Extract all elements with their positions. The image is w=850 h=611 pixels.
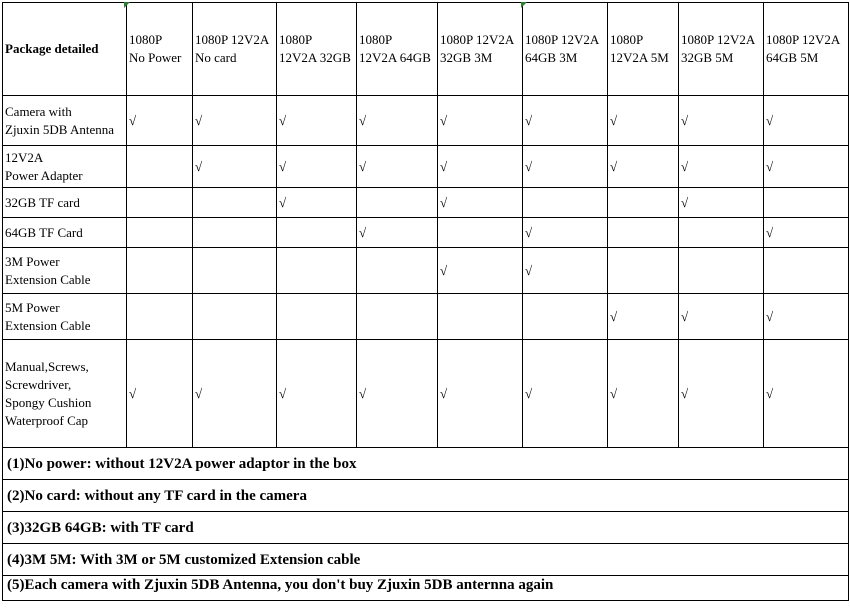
empty-cell	[357, 188, 438, 218]
empty-cell	[679, 218, 764, 248]
table-row	[3, 218, 849, 248]
header-col-9: 1080P 12V2A 64GB 5M	[764, 3, 849, 96]
check-mark-cell: √	[764, 146, 849, 188]
table-row	[3, 188, 849, 218]
row-label: 64GB TF Card	[3, 218, 127, 248]
note-text: (4)3M 5M: With 3M or 5M customized Extension cable	[3, 544, 849, 576]
empty-cell	[277, 248, 357, 294]
row-label: 5M Power Extension Cable	[3, 294, 127, 340]
empty-cell	[127, 146, 193, 188]
empty-cell	[608, 248, 679, 294]
empty-cell	[193, 294, 277, 340]
check-mark-cell: √	[523, 340, 608, 448]
table-row	[3, 248, 849, 294]
header-col-6: 1080P 12V2A 64GB 3M	[523, 3, 608, 96]
empty-cell	[438, 218, 523, 248]
corner-marker-icon	[124, 2, 130, 8]
check-mark-cell: √	[438, 340, 523, 448]
check-mark-cell: √	[277, 340, 357, 448]
empty-cell	[357, 294, 438, 340]
package-table	[2, 2, 849, 601]
check-mark-cell: √	[523, 96, 608, 146]
header-col-4: 1080P 12V2A 64GB	[357, 3, 438, 96]
check-mark-cell: √	[608, 294, 679, 340]
note-row	[3, 448, 849, 480]
table-row	[3, 294, 849, 340]
note-text: (3)32GB 64GB: with TF card	[3, 512, 849, 544]
table-row	[3, 340, 849, 448]
check-mark-cell: √	[438, 188, 523, 218]
check-mark-cell: √	[764, 340, 849, 448]
note-row	[3, 512, 849, 544]
empty-cell	[127, 294, 193, 340]
check-mark-cell: √	[193, 146, 277, 188]
check-mark-cell: √	[357, 146, 438, 188]
empty-cell	[764, 248, 849, 294]
package-table-body	[3, 3, 849, 601]
header-col-7: 1080P 12V2A 5M	[608, 3, 679, 96]
row-label: 32GB TF card	[3, 188, 127, 218]
check-mark-cell: √	[608, 340, 679, 448]
check-mark-cell: √	[523, 248, 608, 294]
note-text: (1)No power: without 12V2A power adaptor in the box	[3, 448, 849, 480]
empty-cell	[193, 188, 277, 218]
check-mark-cell: √	[438, 146, 523, 188]
empty-cell	[127, 248, 193, 294]
check-mark-cell: √	[127, 96, 193, 146]
check-mark-cell: √	[193, 340, 277, 448]
header-col-1: 1080P No Power	[127, 3, 193, 96]
table-row	[3, 146, 849, 188]
empty-cell	[608, 188, 679, 218]
header-row	[3, 3, 849, 96]
empty-cell	[357, 248, 438, 294]
note-row	[3, 576, 849, 601]
empty-cell	[277, 218, 357, 248]
check-mark-cell: √	[679, 146, 764, 188]
empty-cell	[764, 188, 849, 218]
row-label: Manual,Screws, Screwdriver, Spongy Cushion Waterproof Cap	[3, 340, 127, 448]
table-row	[3, 96, 849, 146]
empty-cell	[523, 294, 608, 340]
check-mark-cell: √	[764, 294, 849, 340]
check-mark-cell: √	[764, 218, 849, 248]
check-mark-cell: √	[679, 96, 764, 146]
row-label: 3M Power Extension Cable	[3, 248, 127, 294]
check-mark-cell: √	[438, 248, 523, 294]
check-mark-cell: √	[277, 146, 357, 188]
empty-cell	[193, 248, 277, 294]
header-col-2: 1080P 12V2A No card	[193, 3, 277, 96]
check-mark-cell: √	[523, 146, 608, 188]
empty-cell	[193, 218, 277, 248]
corner-marker-icon	[521, 2, 527, 8]
empty-cell	[438, 294, 523, 340]
check-mark-cell: √	[357, 96, 438, 146]
header-label: Package detailed	[3, 3, 127, 96]
check-mark-cell: √	[193, 96, 277, 146]
row-label: 12V2A Power Adapter	[3, 146, 127, 188]
empty-cell	[277, 294, 357, 340]
check-mark-cell: √	[608, 96, 679, 146]
empty-cell	[523, 188, 608, 218]
check-mark-cell: √	[679, 188, 764, 218]
check-mark-cell: √	[277, 188, 357, 218]
empty-cell	[127, 218, 193, 248]
note-text: (5)Each camera with Zjuxin 5DB Antenna, you don't buy Zjuxin 5DB anternna again	[3, 576, 849, 601]
empty-cell	[679, 248, 764, 294]
empty-cell	[608, 218, 679, 248]
check-mark-cell: √	[608, 146, 679, 188]
header-col-8: 1080P 12V2A 32GB 5M	[679, 3, 764, 96]
check-mark-cell: √	[127, 340, 193, 448]
check-mark-cell: √	[679, 340, 764, 448]
row-label: Camera with Zjuxin 5DB Antenna	[3, 96, 127, 146]
note-row	[3, 480, 849, 512]
check-mark-cell: √	[277, 96, 357, 146]
header-col-5: 1080P 12V2A 32GB 3M	[438, 3, 523, 96]
empty-cell	[127, 188, 193, 218]
check-mark-cell: √	[679, 294, 764, 340]
note-row	[3, 544, 849, 576]
check-mark-cell: √	[764, 96, 849, 146]
check-mark-cell: √	[438, 96, 523, 146]
note-text: (2)No card: without any TF card in the camera	[3, 480, 849, 512]
check-mark-cell: √	[357, 218, 438, 248]
check-mark-cell: √	[357, 340, 438, 448]
check-mark-cell: √	[523, 218, 608, 248]
header-col-3: 1080P 12V2A 32GB	[277, 3, 357, 96]
